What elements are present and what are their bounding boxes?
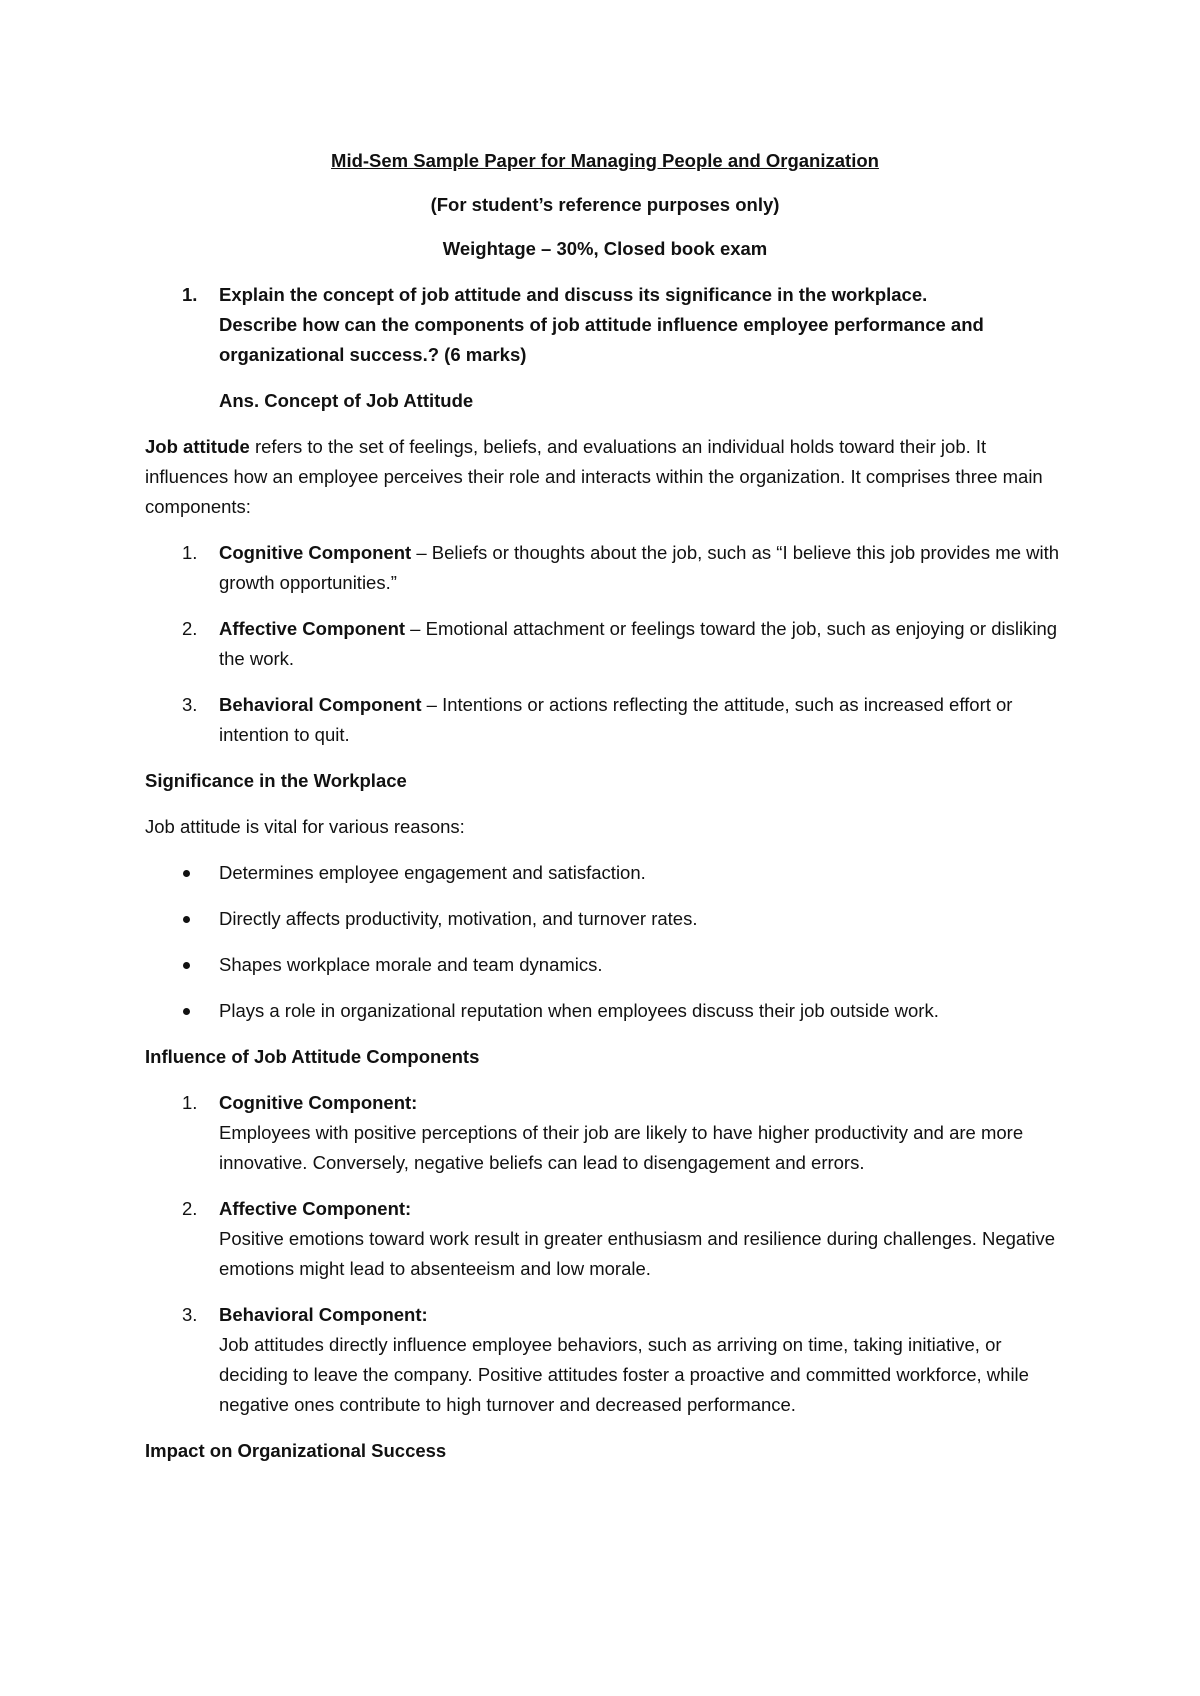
influence-label: Cognitive Component:: [219, 1092, 418, 1113]
bullet-text: Shapes workplace morale and team dynamics.: [219, 954, 603, 975]
component-label: Affective Component: [219, 618, 406, 639]
component-number: 1.: [182, 542, 198, 563]
bullet-item: [145, 996, 1065, 1026]
component-text: – Emotional attachment or feelings toward the job, such as enjoying or disliking the work.: [219, 618, 1058, 669]
influence-number: 1.: [182, 1092, 198, 1113]
bullet-dot: [183, 916, 190, 923]
component-number: 2.: [182, 618, 198, 639]
influence-item: [145, 1300, 1065, 1420]
bullet-dot: [183, 1008, 190, 1015]
page-subtitle: (For student’s reference purposes only): [430, 194, 780, 215]
influence-text: Job attitudes directly influence employee behaviors, such as arriving on time, taking initiative, or deciding to leave the company. Positive attitudes foster a proactive and committed workforce, while negative ones contribute to high turnover and decreased performance.: [219, 1334, 1029, 1415]
question-line-2: Describe how can the components of job attitude influence employee performance and: [219, 314, 984, 335]
page-title: Mid-Sem Sample Paper for Managing People and Organization: [331, 150, 879, 171]
bullet-text: Determines employee engagement and satisfaction.: [219, 862, 646, 883]
intro-text: refers to the set of feelings, beliefs, and evaluations an individual holds toward their job. It influences how an employee perceives their role and interacts within the organization. It comprises three main components:: [145, 436, 1043, 517]
bullet-item: [145, 904, 1065, 934]
intro-term: Job attitude: [145, 436, 250, 457]
weightage-line: Weightage – 30%, Closed book exam: [442, 238, 768, 259]
answer-heading: Ans. Concept of Job Attitude: [219, 390, 474, 411]
bullet-text: Directly affects productivity, motivation, and turnover rates.: [219, 908, 698, 929]
component-item: [145, 538, 1065, 598]
influence-label: Affective Component:: [219, 1198, 412, 1219]
component-label: Cognitive Component: [219, 542, 412, 563]
component-text: – Beliefs or thoughts about the job, such as “I believe this job provides me with growth opportunities.”: [219, 542, 1060, 593]
question-line-3: organizational success.? (6 marks): [219, 344, 527, 365]
influence-text: Positive emotions toward work result in greater enthusiasm and resilience during challenges. Negative emotions might lead to absenteeism and low morale.: [219, 1228, 1056, 1279]
influence-label: Behavioral Component:: [219, 1304, 428, 1325]
component-number: 3.: [182, 694, 198, 715]
question-number: 1.: [182, 284, 198, 305]
question-1: [145, 280, 1065, 370]
component-item: [145, 690, 1065, 750]
component-text: – Intentions or actions reflecting the attitude, such as increased effort or intention to quit.: [219, 694, 1013, 745]
impact-heading: Impact on Organizational Success: [145, 1440, 447, 1461]
significance-intro: Job attitude is vital for various reasons:: [145, 816, 465, 837]
question-line-1: Explain the concept of job attitude and discuss its significance in the workplace.: [219, 284, 928, 305]
intro-paragraph: [145, 432, 1065, 522]
influence-number: 2.: [182, 1198, 198, 1219]
bullet-dot: [183, 962, 190, 969]
bullet-item: [145, 950, 1065, 980]
influence-heading: Influence of Job Attitude Components: [145, 1046, 480, 1067]
component-item: [145, 614, 1065, 674]
bullet-text: Plays a role in organizational reputation when employees discuss their job outside work.: [219, 1000, 939, 1021]
influence-item: [145, 1088, 1065, 1178]
significance-heading: Significance in the Workplace: [145, 770, 407, 791]
bullet-item: [145, 858, 1065, 888]
influence-number: 3.: [182, 1304, 198, 1325]
bullet-dot: [183, 870, 190, 877]
influence-item: [145, 1194, 1065, 1284]
influence-text: Employees with positive perceptions of their job are likely to have higher productivity and are more innovative. Conversely, negative beliefs can lead to disengagement and errors.: [219, 1122, 1024, 1173]
document-content: [145, 146, 1065, 1482]
component-label: Behavioral Component: [219, 694, 422, 715]
